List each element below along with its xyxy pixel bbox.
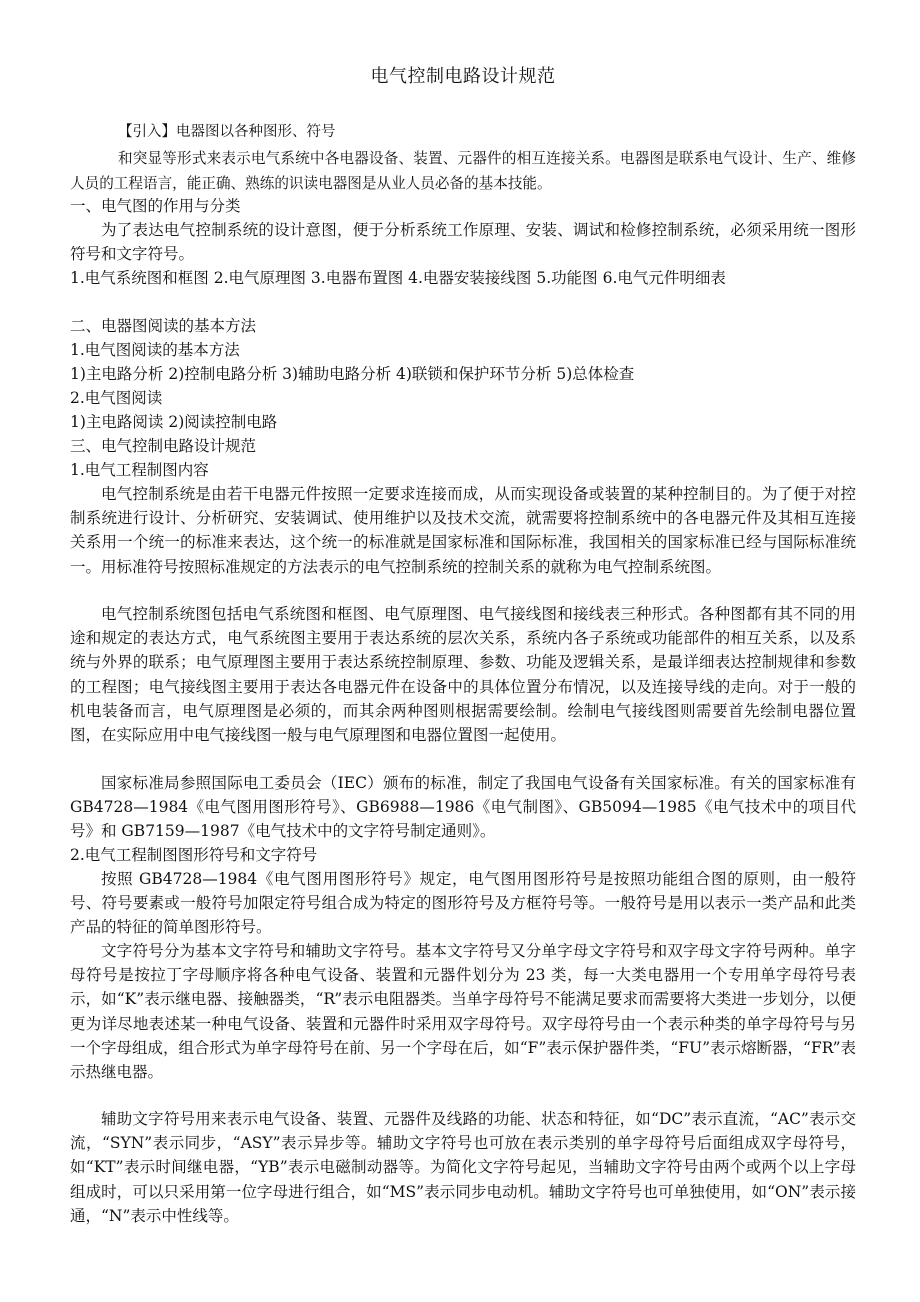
paragraph-letter-symbols: 文字符号分为基本文字符号和辅助文字符号。基本文字符号又分单字母文字符号和双字母文字符号两种。单字母符号是按拉丁字母顺序将各种电气设备、装置和元器件划分为 23 类，每一大类电器用一个专用单字母符号表示，如“K”表示继电器、接触器类，“R”表示电阻器类。当单字母符号不能满足要求而需要将大类进一步划分，以便更为详尽地表述某一种电气设备、装置和元器件时采用双字母符号。双字母符号由一个表示种类的单字母符号与另一个字母组成，组合形式为单字母符号在前、另一个字母在后，如“F”表示保护器件类，“FU”表示熔断器，“FR”表示热继电器。 xyxy=(70,942,856,1082)
intro-paragraph: 和突显等形式来表示电气系统中各电器设备、装置、元器件的相互连接关系。电器图是联系电气设计、生产、维修人员的工程语言，能正确、熟练的识读电器图是从业人员必备的基本技能。 xyxy=(70,150,856,192)
intro-label: 【引入】电器图以各种图形、符号 xyxy=(118,124,336,140)
section2-sub1: 1.电气图阅读的基本方法 xyxy=(70,341,240,359)
paragraph-diagram-types: 电气控制系统图包括电气系统图和框图、电气原理图、电气接线图和接线表三种形式。各种图都有其不同的用途和规定的表达方式，电气系统图主要用于表达系统的层次关系，系统内各子系统或功能部件的相互关系，以及系统与外界的联系；电气原理图主要用于表达系统控制原理、参数、功能及逻辑关系，是最详细表达控制规律和参数的工程图；电气接线图主要用于表达各电器元件在设备中的具体位置分布情况，以及连接导线的走向。对于一般的机电装备而言，电气原理图是必须的，而其余两种图则根据需要绘制。绘制电气接线图则需要首先绘制电器位置图，在实际应用中电气接线图一般与电气原理图和电器位置图一起使用。 xyxy=(70,605,856,745)
section3-sub2: 2.电气工程制图图形符号和文字符号 xyxy=(70,846,318,864)
paragraph-control-system: 电气控制系统是由若干电器元件按照一定要求连接而成，从而实现设备或装置的某种控制目的。为了便于对控制系统进行设计、分析研究、安装调试、使用维护以及技术交流，就需要将控制系统中的各电器元件及其相互连接关系用一个统一的标准来表达，这个统一的标准就是国家标准和国际标准，我国相关的国家标准已经与国际标准统一。用标准符号按照标准规定的方法表示的电气控制系统的控制关系的就称为电气控制系统图。 xyxy=(70,485,856,576)
section1-list: 1.电气系统图和框图 2.电气原理图 3.电器布置图 4.电器安装接线图 5.功能图 6.电气元件明细表 xyxy=(70,269,726,287)
section1-heading: 一、电气图的作用与分类 xyxy=(70,197,241,215)
document-title: 电气控制电路设计规范 xyxy=(370,66,556,87)
paragraph-auxiliary-symbols: 辅助文字符号用来表示电气设备、装置、元器件及线路的功能、状态和特征，如“DC”表示直流，“AC”表示交流，“SYN”表示同步，“ASY”表示异步等。辅助文字符号也可放在表示类别的单字母符号后面组成双字母符号，如“KT”表示时间继电器，“YB”表示电磁制动器等。为简化文字符号起见，当辅助文字符号由两个或两个以上字母组成时，可以只采用第一位字母进行组合，如“MS”表示同步电动机。辅助文字符号也可单独使用，如“ON”表示接通，“N”表示中性线等。 xyxy=(70,1110,856,1225)
section3-heading: 三、电气控制电路设计规范 xyxy=(70,437,257,455)
section2-heading: 二、电器图阅读的基本方法 xyxy=(70,317,257,335)
paragraph-national-standards: 国家标准局参照国际电工委员会（IEC）颁布的标准，制定了我国电气设备有关国家标准。有关的国家标准有 GB4728—1984《电气图用图形符号》、GB6988—1986《电气制图》、GB5094—1985《电气技术中的项目代号》和 GB7159—1987《电气技术中的文字符号制定通则》。 xyxy=(70,774,856,841)
section1-paragraph: 为了表达电气控制系统的设计意图，便于分析系统工作原理、安装、调试和检修控制系统，必须采用统一图形符号和文字符号。 xyxy=(70,221,856,264)
paragraph-graphic-symbols: 按照 GB4728—1984《电气图用图形符号》规定，电气图用图形符号是按照功能组合图的原则，由一般符号、符号要素或一般符号加限定符号组合成为特定的图形符号及方框符号等。一般符号是用以表示一类产品和此类产品的特征的简单图形符号。 xyxy=(70,870,856,937)
section2-sub2-items: 1)主电路阅读 2)阅读控制电路 xyxy=(70,413,278,431)
section2-sub1-items: 1)主电路分析 2)控制电路分析 3)辅助电路分析 4)联锁和保护环节分析 5)总体检查 xyxy=(70,365,635,383)
section2-sub2: 2.电气图阅读 xyxy=(70,389,163,407)
section3-sub1: 1.电气工程制图内容 xyxy=(70,461,209,479)
